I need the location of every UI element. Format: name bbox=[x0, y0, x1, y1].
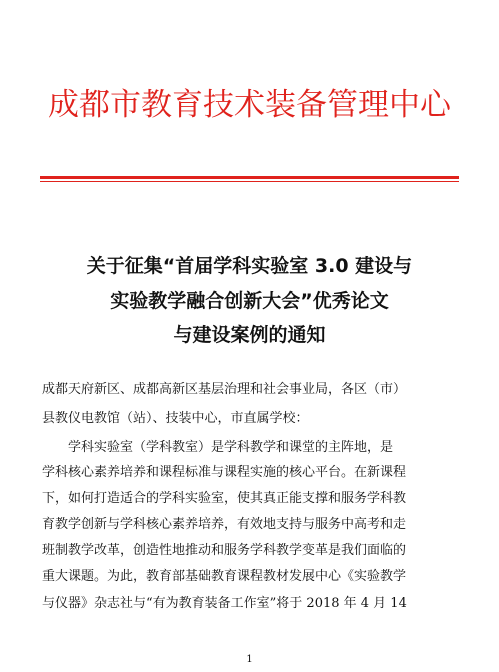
body-line: 学科实验室（学科教室）是学科教学和课堂的主阵地，是 bbox=[68, 440, 394, 455]
body-line: 与仪器》杂志社与“有为教育装备工作室”将于 2018 年 4 月 14 bbox=[42, 596, 407, 611]
page-number: 1 bbox=[246, 654, 253, 665]
body-line: 学科核心素养培养和课程标准与课程实施的核心平台。在新课程 bbox=[42, 465, 407, 480]
body-line: 育教学创新与学科核心素养培养，有效地支持与服务中高考和走 bbox=[42, 517, 407, 532]
body-line: 班制教学改革，创造性地推动和服务学科教学变革是我们面临的 bbox=[42, 543, 407, 558]
notice-title-line-1: 关于征集“首届学科实验室 3.0 建设与 bbox=[86, 255, 413, 277]
body-line: 成都天府新区、成都高新区基层治理和社会事业局，各区（市） bbox=[42, 382, 407, 397]
org-letterhead: 成都市教育技术装备管理中心 bbox=[48, 87, 451, 123]
body-line: 县教仪电教馆（站）、技装中心，市直属学校： bbox=[42, 411, 309, 426]
notice-title-line-3: 与建设案例的通知 bbox=[173, 324, 326, 346]
notice-title-line-2: 实验教学融合创新大会”优秀论文 bbox=[110, 290, 389, 312]
body-line: 重大课题。为此，教育部基础教育课程教材发展中心《实验教学 bbox=[42, 569, 407, 584]
letterhead-rule-thin bbox=[40, 181, 459, 182]
body-line: 下，如何打造适合的学科实验室，使其真正能支撑和服务学科教 bbox=[42, 491, 407, 506]
letterhead-rule-thick bbox=[40, 176, 459, 179]
